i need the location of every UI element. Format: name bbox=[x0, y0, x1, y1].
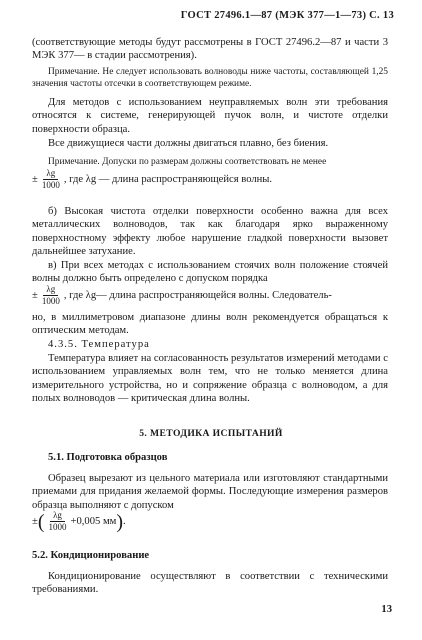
fraction bbox=[49, 510, 67, 533]
paragraph-3: Все движущиеся части должны двигаться плавно, без биения. bbox=[48, 138, 329, 149]
note-1: Примечание. Не следует использовать волноводы ниже частоты, составляющей 1,25 значения частоты отсечки в соответствующем режиме. bbox=[32, 67, 388, 89]
paragraph-8: Кондиционирование осуществляют в соответствии с техническими требованиями. bbox=[32, 571, 388, 596]
formula-end: . bbox=[123, 516, 126, 527]
section-title: 5. МЕТОДИКА ИСПЫТАНИЙ bbox=[139, 428, 283, 439]
fraction-denominator: 1000 bbox=[48, 522, 67, 532]
fraction-numerator: λg bbox=[43, 284, 58, 296]
subsection-5-2: 5.2. Кондиционирование bbox=[32, 550, 150, 561]
plus-minus: ± bbox=[32, 173, 38, 185]
note-2-tail: , где λg — длина распространяющейся волны. bbox=[63, 173, 273, 185]
paragraph-7: Образец вырезают из цельного материала или изготовляют стандартными приемами для придания желаемой формы. Последующие измерения размеров образца выполняют с допуском bbox=[32, 473, 388, 511]
subsection-5-1: 5.1. Подготовка образцов bbox=[48, 452, 168, 463]
para-5-tail: , где λg— длина распространяющейся волны. Следователь- bbox=[63, 290, 332, 301]
fraction-numerator: λg bbox=[43, 168, 58, 180]
paragraph-5: в) При всех методах с использованием стоячих волн положение стоячей волны должно быть определено с допуском порядка bbox=[32, 260, 388, 285]
page-number: 13 bbox=[381, 604, 392, 615]
fraction bbox=[42, 284, 60, 307]
para-5-formula bbox=[32, 284, 332, 307]
paragraph-4: б) Высокая чистота отделки поверхности особенно важна для всех металлических волноводов, так как благодаря ярко выраженному поверхностному эффекту любое нарушение гладкой поверхности вызовет дальнейшее затухание. bbox=[32, 206, 388, 258]
paragraph-1: (соответствующие методы будут рассмотрены в ГОСТ 27496.2—87 и части 3 МЭК 377— в стадии рассмотрения). bbox=[32, 37, 388, 62]
note-2: Примечание. Допуски по размерам должны соответствовать не менее bbox=[48, 157, 327, 167]
paragraph-5-cont: но, в миллиметровом диапазоне длины волн рекомендуется обращаться к оптическим методам. bbox=[32, 312, 388, 337]
fraction-numerator: λg bbox=[50, 510, 65, 522]
page-header: ГОСТ 27496.1—87 (МЭК 377—1—73) С. 13 bbox=[180, 10, 394, 21]
paragraph-6: Температура влияет на согласованность результатов измерений методами с использованием управляемых волн тем, что не только меняется длина измерительного устройства, но и сопряжение образца с волноводом, а для полых волноводов — критическая длина волны. bbox=[32, 353, 388, 405]
fraction-denominator: 1000 bbox=[41, 180, 60, 190]
fraction bbox=[42, 168, 60, 191]
tolerance-formula: ± ( $\frac{\lambda g}{1000}$ +0,005 мм ) . bbox=[32, 510, 126, 533]
note-2-formula bbox=[32, 168, 272, 191]
paragraph-2: Для методов с использованием неуправляемых волн эти требования относятся к системе, генерирующей пучок волн, и чистоте отделки поверхности образца. bbox=[32, 97, 388, 135]
formula-tail: +0,005 мм bbox=[70, 516, 117, 527]
plus-minus: ± bbox=[32, 290, 38, 301]
fraction-denominator: 1000 bbox=[41, 296, 60, 306]
subsection-4-3-5: 4.3.5. Температура bbox=[48, 339, 150, 350]
plus-minus: ± bbox=[32, 516, 38, 527]
